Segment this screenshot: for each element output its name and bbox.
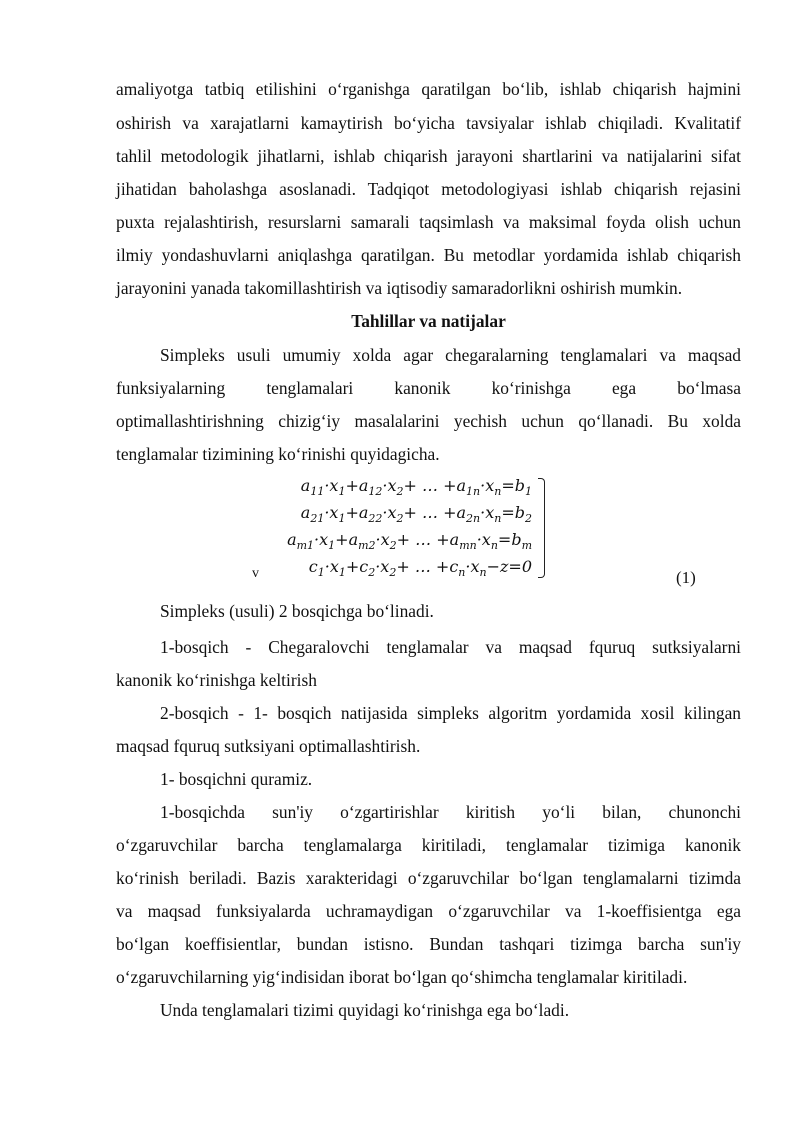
equation-number: (1) [676,568,696,587]
paragraph-line: 1-bosqich - Chegaralovchi tenglamalar va maqsad fquruq sutksiyalarni [160,637,741,657]
paragraph-line: tahlil metodologik jihatlarni, ishlab chiqarish jarayoni shartlarini va natijalarini sifat [116,146,741,166]
equation-row-1: $a_{11}\cdot x_1+a_{12}\cdot x_2+$ … $+a_{1n}\cdot x_n=b_1$ [300,476,532,498]
paragraph-line: ko‘rinish beriladi. Bazis xarakteridagi o‘zgaruvchilar bo‘lgan tenglamalarni tizimda [116,868,741,888]
paragraph-line: tenglamalar tizimining ko‘rinishi quyidagicha. [116,444,440,464]
paragraph-line: 1-bosqichda sun'iy o‘zgartirishlar kiritish yo‘li bilan, chunonchi [160,802,741,822]
paragraph-line: 2-bosqich - 1- bosqich natijasida simpleks algoritm yordamida xosil kilingan [160,703,741,723]
equation-row-2: $a_{21}\cdot x_1+a_{22}\cdot x_2+$ … $+a_{2n}\cdot x_n=b_2$ [300,503,532,525]
paragraph-line: Simpleks (usuli) 2 bosqichga bo‘linadi. [160,601,434,621]
paragraph-line: maqsad fquruq sutksiyani optimallashtirish. [116,736,421,756]
paragraph-line: bo‘lgan koeffisientlar, bundan istisno. Bundan tashqari tizimga barcha sun'iy [116,934,741,954]
paragraph-line: o‘zgaruvchilar barcha tenglamalarga kiritiladi, tenglamalar tizimiga kanonik [116,835,741,855]
equation-marker: v [252,566,259,581]
equation-system [250,474,550,584]
paragraph-line: optimallashtirishning chizig‘iy masalalarini yechish uchun qo‘llanadi. Bu xolda [116,411,741,431]
paragraph-line: jarayonini yanada takomillashtirish va iqtisodiy samaradorlikni oshirish mumkin. [116,278,683,298]
paragraph-line: jihatidan baholashga asoslanadi. Tadqiqot metodologiyasi ishlab chiqarish rejasini [116,179,741,199]
paragraph-line: kanonik ko‘rinishga keltirish [116,670,317,690]
paragraph-line: Unda tenglamalari tizimi quyidagi ko‘rinishga ega bo‘ladi. [160,1000,570,1020]
right-brace [538,478,545,578]
section-heading: Tahlillar va natijalar [351,311,506,331]
paragraph-line: funksiyalarning tenglamalari kanonik ko‘rinishga ega bo‘lmasa [116,378,741,398]
paragraph-line: amaliyotga tatbiq etilishini o‘rganishga qaratilgan bo‘lib, ishlab chiqarish hajmini [116,79,741,99]
paragraph-line: o‘zgaruvchilarning yig‘indisidan iborat bo‘lgan qo‘shimcha tenglamalar kiritiladi. [116,967,688,987]
equation-row-3: $a_{m1}\cdot x_1+a_{m2}\cdot x_2+$ … $+a_{mn}\cdot x_n=b_m$ [287,530,532,552]
paragraph-line: ilmiy yondashuvlarni aniqlashga qaratilgan. Bu metodlar yordamida ishlab chiqarish [116,245,741,265]
paragraph-line: va maqsad funksiyalarda uchramaydigan o‘zgaruvchilar va 1-koeffisientga ega [116,901,741,921]
paragraph-line: 1- bosqichni quramiz. [160,769,313,789]
paragraph-line: oshirish va xarajatlarni kamaytirish bo‘yicha tavsiyalar ishlab chiqiladi. Kvalitatif [116,113,741,133]
equation-row-4: $c_1\cdot x_1+c_2\cdot x_2+$ … $+c_n\cdot x_n-z=0$ [308,557,532,579]
paragraph-line: Simpleks usuli umumiy xolda agar chegaralarning tenglamalari va maqsad [160,345,741,365]
paragraph-line: puxta rejalashtirish, resurslarni samarali taqsimlash va maksimal foyda olish uchun [116,212,741,232]
